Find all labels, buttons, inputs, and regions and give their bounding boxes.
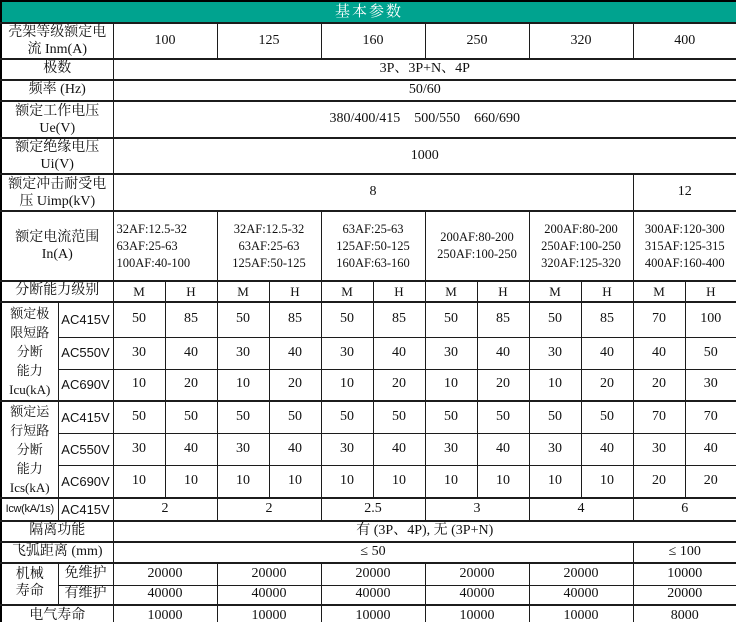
electrical-life-value: 10000 xyxy=(217,605,321,622)
ics-value: 10 xyxy=(373,466,425,498)
label-line: 能力 xyxy=(16,363,43,378)
frame-current-value: 125 xyxy=(217,23,321,59)
label-line: 压 Uimp(kV) xyxy=(19,193,96,209)
range-line: 32AF:12.5-32 xyxy=(116,221,187,236)
frame-current-value: 400 xyxy=(633,23,736,59)
icu-value: 10 xyxy=(113,369,165,401)
row-label-frequency: 频率 (Hz) xyxy=(1,80,113,101)
breaking-class-value: H xyxy=(685,281,736,302)
icu-value: 10 xyxy=(217,369,269,401)
ics-value: 50 xyxy=(217,401,269,433)
impulse-voltage-value: 12 xyxy=(633,174,736,211)
ics-voltage-label: AC690V xyxy=(58,466,113,498)
icu-voltage-label: AC415V xyxy=(58,302,113,337)
breaking-class-value: M xyxy=(633,281,685,302)
ics-value: 10 xyxy=(529,466,581,498)
electrical-life-value: 10000 xyxy=(529,605,633,622)
ics-value: 10 xyxy=(425,466,477,498)
row-label-current-range xyxy=(1,211,113,281)
table-title: 基本参数 xyxy=(1,1,736,23)
ics-value: 50 xyxy=(113,401,165,433)
icu-voltage-label: AC550V xyxy=(58,337,113,369)
ics-value: 40 xyxy=(581,433,633,465)
ics-value: 10 xyxy=(217,466,269,498)
icw-row xyxy=(1,498,736,521)
icu-value: 20 xyxy=(373,369,425,401)
range-line: 315AF:125-315 xyxy=(644,238,725,253)
icu-value: 85 xyxy=(373,302,425,337)
range-line: 125AF:50-125 xyxy=(336,238,410,253)
icu-value: 40 xyxy=(633,337,685,369)
range-line: 125AF:50-125 xyxy=(232,255,306,270)
mechanical-life-value: 20000 xyxy=(425,563,529,585)
ics-value: 40 xyxy=(477,433,529,465)
icw-value: 4 xyxy=(529,498,633,521)
impulse-voltage-value: 8 xyxy=(113,174,633,211)
ics-value: 10 xyxy=(269,466,321,498)
working-voltage-value: 380/400/415 500/550 660/690 xyxy=(113,101,736,138)
row-label-icw: Icw(kA/1s) xyxy=(1,498,58,521)
label-line: 分断 xyxy=(16,442,43,457)
icu-value: 20 xyxy=(633,369,685,401)
breaking-class-value: M xyxy=(529,281,581,302)
mechanical-life-value: 20000 xyxy=(217,563,321,585)
table-header-row xyxy=(1,1,736,23)
label-line: 流 Inm(A) xyxy=(27,42,87,57)
icu-value: 85 xyxy=(269,302,321,337)
poles-value: 3P、3P+N、4P xyxy=(113,59,736,80)
range-line: 32AF:12.5-32 xyxy=(233,221,305,236)
icu-value: 40 xyxy=(373,337,425,369)
icu-value: 50 xyxy=(113,302,165,337)
label-line: Ics(kA) xyxy=(9,480,50,495)
current-range-value xyxy=(425,211,529,281)
row-label-frame-current xyxy=(1,23,113,59)
mechanical-life-value: 40000 xyxy=(217,585,321,605)
range-line: 63AF:25-63 xyxy=(238,238,300,253)
row-label-arc-distance: 飞弧距离 (mm) xyxy=(1,542,113,563)
electrical-life-row xyxy=(1,605,736,622)
arc-distance-value: ≤ 50 xyxy=(113,542,633,563)
breaking-class-value: H xyxy=(373,281,425,302)
label-line: 额定运 xyxy=(10,404,50,419)
ics-value: 70 xyxy=(633,401,685,433)
label-line: 机械 xyxy=(15,567,44,583)
ics-value: 10 xyxy=(321,466,373,498)
label-line: Ue(V) xyxy=(39,120,76,136)
ics-value: 40 xyxy=(165,433,217,465)
current-range-value xyxy=(321,211,425,281)
label-line: 分断 xyxy=(16,344,43,359)
poles-row xyxy=(1,59,736,80)
breaking-class-value: M xyxy=(217,281,269,302)
icw-value: 2 xyxy=(113,498,217,521)
ics-value: 40 xyxy=(685,433,736,465)
icw-value: 3 xyxy=(425,498,529,521)
icu-value: 20 xyxy=(477,369,529,401)
range-line: 63AF:25-63 xyxy=(116,238,178,253)
range-line: 63AF:25-63 xyxy=(342,221,404,236)
label-line: 额定冲击耐受电 xyxy=(8,176,107,192)
icu-value: 85 xyxy=(581,302,633,337)
ics-value: 10 xyxy=(165,466,217,498)
icu-ac690v-row xyxy=(1,369,736,401)
mechanical-life-value: 40000 xyxy=(321,585,425,605)
icu-voltage-label: AC690V xyxy=(58,369,113,401)
ics-value: 50 xyxy=(165,401,217,433)
row-label-mechanical-life xyxy=(1,563,58,605)
row-label-isolation: 隔离功能 xyxy=(1,521,113,542)
range-line: 200AF:80-200 xyxy=(544,221,618,236)
mechanical-life-value: 40000 xyxy=(113,585,217,605)
ics-value: 20 xyxy=(633,466,685,498)
frame-current-row xyxy=(1,23,736,59)
ics-value: 50 xyxy=(581,401,633,433)
insulation-voltage-value: 1000 xyxy=(113,138,736,174)
icu-value: 85 xyxy=(477,302,529,337)
row-label-impulse-voltage xyxy=(1,174,113,211)
mechanical-life-value: 20000 xyxy=(321,563,425,585)
breaking-class-value: M xyxy=(321,281,373,302)
ics-voltage-label: AC415V xyxy=(58,401,113,433)
icw-value: 2.5 xyxy=(321,498,425,521)
range-line: 100AF:40-100 xyxy=(116,255,191,270)
mechanical-life-value: 20000 xyxy=(113,563,217,585)
mechanical-life-value: 40000 xyxy=(425,585,529,605)
label-line: 壳架等级额定电 xyxy=(8,25,107,40)
electrical-life-value: 8000 xyxy=(633,605,736,622)
ics-value: 30 xyxy=(425,433,477,465)
icu-value: 30 xyxy=(685,369,736,401)
icu-value: 50 xyxy=(529,302,581,337)
frequency-row xyxy=(1,80,736,101)
row-label-insulation-voltage xyxy=(1,138,113,174)
label-line: 额定电流范围 xyxy=(15,230,100,245)
range-line: 250AF:100-250 xyxy=(437,247,517,261)
icu-value: 30 xyxy=(529,337,581,369)
ics-value: 10 xyxy=(477,466,529,498)
ics-value: 50 xyxy=(321,401,373,433)
ics-value: 30 xyxy=(321,433,373,465)
ics-value: 10 xyxy=(581,466,633,498)
icu-value: 30 xyxy=(217,337,269,369)
icu-value: 30 xyxy=(425,337,477,369)
label-line: 行短路 xyxy=(10,423,50,438)
working-voltage-row xyxy=(1,101,736,138)
range-line: 300AF:120-300 xyxy=(644,221,725,236)
current-range-value xyxy=(529,211,633,281)
breaking-class-value: M xyxy=(113,281,165,302)
range-line: 320AF:125-320 xyxy=(541,255,621,270)
icu-ac415v-row xyxy=(1,302,736,337)
current-range-value xyxy=(113,211,217,281)
icu-value: 50 xyxy=(425,302,477,337)
ics-value: 30 xyxy=(217,433,269,465)
ics-value: 20 xyxy=(685,466,736,498)
label-line: 额定绝缘电压 xyxy=(15,140,100,155)
row-label-poles: 极数 xyxy=(1,59,113,80)
mechanical-life-maintained-row xyxy=(1,585,736,605)
ics-value: 40 xyxy=(269,433,321,465)
mechanical-life-free-row xyxy=(1,563,736,585)
electrical-life-value: 10000 xyxy=(425,605,529,622)
range-line: 400AF:160-400 xyxy=(644,255,725,270)
breaking-class-value: H xyxy=(477,281,529,302)
ics-value: 70 xyxy=(685,401,736,433)
icu-ac550v-row xyxy=(1,337,736,369)
icw-voltage-label: AC415V xyxy=(58,498,113,521)
icu-value: 10 xyxy=(425,369,477,401)
current-range-value xyxy=(633,211,736,281)
label-line: 额定工作电压 xyxy=(15,103,100,119)
icw-value: 6 xyxy=(633,498,736,521)
ics-value: 50 xyxy=(373,401,425,433)
breaking-class-value: H xyxy=(581,281,633,302)
label-line: Icu(kA) xyxy=(9,382,51,397)
isolation-value: 有 (3P、4P), 无 (3P+N) xyxy=(113,521,736,542)
icw-value: 2 xyxy=(217,498,321,521)
icu-value: 10 xyxy=(529,369,581,401)
icu-value: 50 xyxy=(685,337,736,369)
insulation-voltage-row xyxy=(1,138,736,174)
mechanical-life-value: 40000 xyxy=(529,585,633,605)
icu-value: 30 xyxy=(113,337,165,369)
ics-value: 50 xyxy=(269,401,321,433)
icu-value: 50 xyxy=(217,302,269,337)
ics-value: 50 xyxy=(425,401,477,433)
label-line: 额定极 xyxy=(10,306,50,321)
arc-distance-row xyxy=(1,542,736,563)
current-range-value xyxy=(217,211,321,281)
row-label-working-voltage xyxy=(1,101,113,138)
breaking-class-value: M xyxy=(425,281,477,302)
ics-value: 50 xyxy=(529,401,581,433)
icu-value: 40 xyxy=(269,337,321,369)
row-label-breaking-class: 分断能力级别 xyxy=(1,281,113,302)
breaking-class-value: H xyxy=(269,281,321,302)
range-line: 250AF:100-250 xyxy=(541,238,621,253)
frequency-value: 50/60 xyxy=(113,80,736,101)
range-line: 200AF:80-200 xyxy=(440,230,514,244)
frame-current-value: 160 xyxy=(321,23,425,59)
label-line: In(A) xyxy=(41,247,73,262)
ics-voltage-label: AC550V xyxy=(58,433,113,465)
ics-value: 50 xyxy=(477,401,529,433)
frame-current-value: 320 xyxy=(529,23,633,59)
row-label-ics xyxy=(1,401,58,498)
icu-value: 100 xyxy=(685,302,736,337)
ics-value: 10 xyxy=(113,466,165,498)
icu-value: 70 xyxy=(633,302,685,337)
icu-value: 30 xyxy=(321,337,373,369)
ics-value: 30 xyxy=(529,433,581,465)
range-line: 160AF:63-160 xyxy=(336,255,410,270)
icu-value: 10 xyxy=(321,369,373,401)
icu-value: 85 xyxy=(165,302,217,337)
electrical-life-value: 10000 xyxy=(321,605,425,622)
row-label-electrical-life: 电气寿命 xyxy=(1,605,113,622)
icu-value: 20 xyxy=(165,369,217,401)
icu-value: 20 xyxy=(269,369,321,401)
ics-ac690v-row xyxy=(1,466,736,498)
mechanical-life-value: 20000 xyxy=(633,585,736,605)
breaking-class-value: H xyxy=(165,281,217,302)
label-line: 寿命 xyxy=(15,584,44,599)
mechanical-life-sub-label: 免维护 xyxy=(58,563,113,585)
ics-value: 30 xyxy=(633,433,685,465)
mechanical-life-value: 20000 xyxy=(529,563,633,585)
frame-current-value: 250 xyxy=(425,23,529,59)
label-line: 能力 xyxy=(16,461,43,476)
breaking-class-row xyxy=(1,281,736,302)
ics-value: 30 xyxy=(113,433,165,465)
label-line: 限短路 xyxy=(10,325,50,340)
frame-current-value: 100 xyxy=(113,23,217,59)
mechanical-life-sub-label: 有维护 xyxy=(58,585,113,605)
label-line: Ui(V) xyxy=(40,157,74,172)
icu-value: 40 xyxy=(165,337,217,369)
arc-distance-value: ≤ 100 xyxy=(633,542,736,563)
icu-value: 50 xyxy=(321,302,373,337)
impulse-voltage-row xyxy=(1,174,736,211)
icu-value: 40 xyxy=(477,337,529,369)
electrical-life-value: 10000 xyxy=(113,605,217,622)
mechanical-life-value: 10000 xyxy=(633,563,736,585)
ics-ac550v-row xyxy=(1,433,736,465)
icu-value: 40 xyxy=(581,337,633,369)
isolation-row xyxy=(1,521,736,542)
row-label-icu xyxy=(1,302,58,401)
current-range-row xyxy=(1,211,736,281)
ics-value: 40 xyxy=(373,433,425,465)
icu-value: 20 xyxy=(581,369,633,401)
ics-ac415v-row xyxy=(1,401,736,433)
